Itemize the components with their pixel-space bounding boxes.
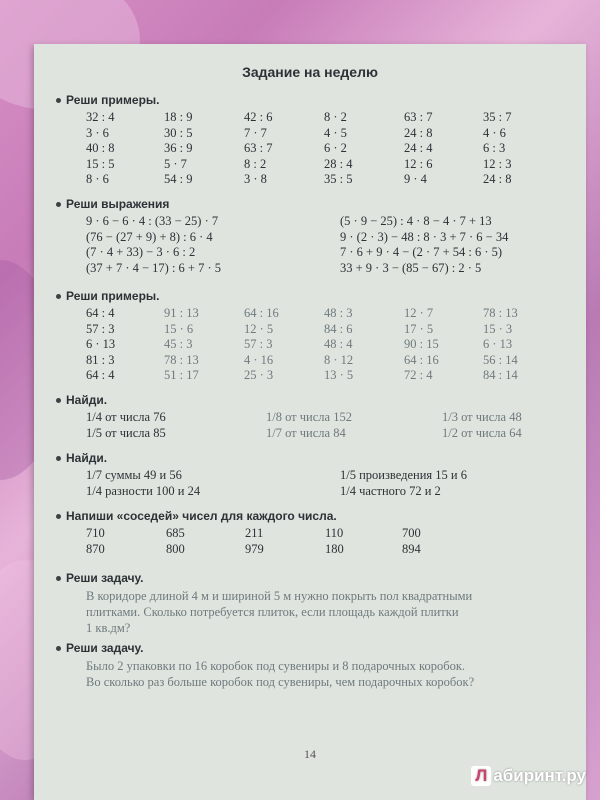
problem-line: 1 кв.дм? xyxy=(86,621,131,635)
grid-cell: 211 xyxy=(245,526,264,540)
problem-line: Во сколько раз больше коробок под сувениры, чем подарочных коробок? xyxy=(86,675,475,689)
grid-cell: 56 : 14 xyxy=(483,352,518,367)
section-heading: Найди. xyxy=(66,451,108,465)
grid-cell: 78 : 13 xyxy=(164,352,199,367)
grid-cell: 35 : 7 xyxy=(483,110,512,124)
grid-cell: 1/5 произведения 15 и 6 xyxy=(340,468,467,482)
grid-cell: 9 · 4 xyxy=(404,172,427,187)
examples-grid xyxy=(86,306,571,384)
grid-cell: 8 · 6 xyxy=(86,172,109,187)
section-heading: Реши задачу. xyxy=(66,641,144,655)
grid-cell: 57 : 3 xyxy=(86,321,115,336)
labirint-logo-icon: Л xyxy=(471,766,491,786)
grid-cell: 91 : 13 xyxy=(164,306,199,320)
grid-cell: 51 : 17 xyxy=(164,368,199,383)
watermark xyxy=(471,766,586,786)
grid-cell: (5 · 9 − 25) : 4 · 8 − 4 · 7 + 13 xyxy=(340,214,492,228)
bullet-icon xyxy=(56,646,61,651)
grid-cell: 6 · 2 xyxy=(324,141,347,156)
page-number: 14 xyxy=(304,747,316,761)
grid-cell: 6 : 3 xyxy=(483,141,506,156)
grid-cell: 30 : 5 xyxy=(164,125,193,140)
watermark-text: абиринт.ру xyxy=(493,766,586,785)
grid-cell: 4 · 5 xyxy=(324,125,347,140)
grid-cell: 28 : 4 xyxy=(324,156,353,171)
grid-cell: 6 · 13 xyxy=(86,337,116,352)
grid-cell: 710 xyxy=(86,526,105,540)
problem-text xyxy=(86,588,566,636)
grid-cell: 1/8 от числа 152 xyxy=(266,410,352,424)
grid-cell: 54 : 9 xyxy=(164,172,193,187)
bullet-icon xyxy=(56,202,61,207)
grid-cell: 64 : 16 xyxy=(244,306,279,320)
grid-cell: 110 xyxy=(325,526,344,540)
grid-cell: 84 : 6 xyxy=(324,321,353,336)
grid-cell: 1/7 суммы 49 и 56 xyxy=(86,468,182,482)
operations-grid xyxy=(86,468,571,499)
grid-cell: 8 · 12 xyxy=(324,352,354,367)
grid-cell: 1/4 разности 100 и 24 xyxy=(86,483,201,498)
section-examples-1 xyxy=(66,92,571,188)
grid-cell: 32 : 4 xyxy=(86,110,115,124)
fractions-grid xyxy=(86,410,571,441)
grid-cell: 6 · 13 xyxy=(483,337,513,352)
grid-cell: 979 xyxy=(245,541,264,556)
grid-cell: 13 · 5 xyxy=(324,368,354,383)
section-heading: Реши задачу. xyxy=(66,571,144,585)
grid-cell: (7 · 4 + 33) − 3 · 6 : 2 xyxy=(86,245,196,260)
examples-grid xyxy=(86,110,571,188)
grid-cell: 12 : 6 xyxy=(404,156,433,171)
grid-cell: 15 · 6 xyxy=(164,321,194,336)
problem-line: Было 2 упаковки по 16 коробок под сувениры и 8 подарочных коробок. xyxy=(86,659,466,673)
grid-cell: 57 : 3 xyxy=(244,337,273,352)
section-problem-2 xyxy=(66,640,571,690)
page-title: Задание на неделю xyxy=(242,64,378,80)
section-find-fraction xyxy=(66,392,571,441)
grid-cell: (37 + 7 · 4 − 17) : 6 + 7 · 5 xyxy=(86,260,222,275)
grid-cell: 685 xyxy=(166,526,185,540)
grid-cell: 36 : 9 xyxy=(164,141,193,156)
section-heading: Реши примеры. xyxy=(66,93,160,107)
grid-cell: 1/7 от числа 84 xyxy=(266,425,346,440)
grid-cell: 1/3 от числа 48 xyxy=(442,410,522,424)
grid-cell: 15 · 3 xyxy=(483,321,513,336)
grid-cell: 42 : 6 xyxy=(244,110,273,124)
bullet-icon xyxy=(56,514,61,519)
section-heading: Напиши «соседей» чисел для каждого числа. xyxy=(66,509,337,523)
grid-cell: 7 · 6 + 9 · 4 − (2 · 7 + 54 : 6 · 5) xyxy=(340,245,503,260)
grid-cell: 8 : 2 xyxy=(244,156,267,171)
grid-cell: 1/4 частного 72 и 2 xyxy=(340,483,441,498)
grid-cell: 24 : 8 xyxy=(483,172,512,187)
problem-line: В коридоре длиной 4 м и шириной 5 м нужно покрыть пол квадратными xyxy=(86,589,473,603)
grid-cell: 35 : 5 xyxy=(324,172,353,187)
grid-cell: 15 : 5 xyxy=(86,156,115,171)
grid-cell: 9 · (2 · 3) − 48 : 8 · 3 + 7 · 6 − 34 xyxy=(340,229,509,244)
grid-cell: 9 · 6 − 6 · 4 : (33 − 25) · 7 xyxy=(86,214,219,228)
grid-cell: 1/2 от числа 64 xyxy=(442,425,522,440)
grid-cell: 7 · 7 xyxy=(244,125,267,140)
grid-cell: 24 : 4 xyxy=(404,141,433,156)
grid-cell: 45 : 3 xyxy=(164,337,193,352)
bullet-icon xyxy=(56,398,61,403)
grid-cell: 870 xyxy=(86,541,105,556)
section-heading: Найди. xyxy=(66,393,108,407)
numbers-grid xyxy=(86,526,571,557)
grid-cell: 4 · 6 xyxy=(483,125,506,140)
grid-cell: 90 : 15 xyxy=(404,337,439,352)
section-problem-1 xyxy=(66,570,571,636)
worksheet-page xyxy=(34,44,586,800)
grid-cell: 40 : 8 xyxy=(86,141,115,156)
grid-cell: 700 xyxy=(402,526,421,540)
grid-cell: 5 · 7 xyxy=(164,156,187,171)
section-neighbors xyxy=(66,508,571,557)
grid-cell: 12 · 5 xyxy=(244,321,274,336)
grid-cell: 78 : 13 xyxy=(483,306,518,320)
bullet-icon xyxy=(56,98,61,103)
grid-cell: 33 + 9 · 3 − (85 − 67) : 2 · 5 xyxy=(340,260,482,275)
grid-cell: 48 : 4 xyxy=(324,337,353,352)
grid-cell: 1/5 от числа 85 xyxy=(86,425,166,440)
grid-cell: 18 : 9 xyxy=(164,110,193,124)
section-examples-2 xyxy=(66,288,571,384)
grid-cell: 84 : 14 xyxy=(483,368,518,383)
grid-cell: 12 : 3 xyxy=(483,156,512,171)
grid-cell: 48 : 3 xyxy=(324,306,353,320)
grid-cell: 64 : 4 xyxy=(86,306,115,320)
section-expressions xyxy=(66,196,571,276)
section-heading: Реши примеры. xyxy=(66,289,160,303)
section-heading: Реши выражения xyxy=(66,197,170,211)
grid-cell: 894 xyxy=(402,541,421,556)
grid-cell: 180 xyxy=(325,541,344,556)
grid-cell: 64 : 4 xyxy=(86,368,115,383)
grid-cell: 3 · 6 xyxy=(86,125,109,140)
grid-cell: 12 · 7 xyxy=(404,306,434,320)
grid-cell: 72 : 4 xyxy=(404,368,433,383)
bullet-icon xyxy=(56,294,61,299)
grid-cell: 24 : 8 xyxy=(404,125,433,140)
problem-line: плитками. Сколько потребуется плиток, если площадь каждой плитки xyxy=(86,605,459,619)
grid-cell: 25 · 3 xyxy=(244,368,274,383)
grid-cell: 8 · 2 xyxy=(324,110,347,124)
grid-cell: 1/4 от числа 76 xyxy=(86,410,166,424)
problem-text xyxy=(86,658,566,690)
grid-cell: 63 : 7 xyxy=(244,141,273,156)
grid-cell: 3 · 8 xyxy=(244,172,267,187)
grid-cell: 800 xyxy=(166,541,185,556)
bullet-icon xyxy=(56,576,61,581)
grid-cell: 63 : 7 xyxy=(404,110,433,124)
bullet-icon xyxy=(56,456,61,461)
grid-cell: 64 : 16 xyxy=(404,352,439,367)
expressions-grid xyxy=(86,214,571,276)
section-find-operations xyxy=(66,450,571,499)
grid-cell: (76 − (27 + 9) + 8) : 6 · 4 xyxy=(86,229,213,244)
grid-cell: 81 : 3 xyxy=(86,352,115,367)
grid-cell: 17 · 5 xyxy=(404,321,434,336)
grid-cell: 4 · 16 xyxy=(244,352,274,367)
